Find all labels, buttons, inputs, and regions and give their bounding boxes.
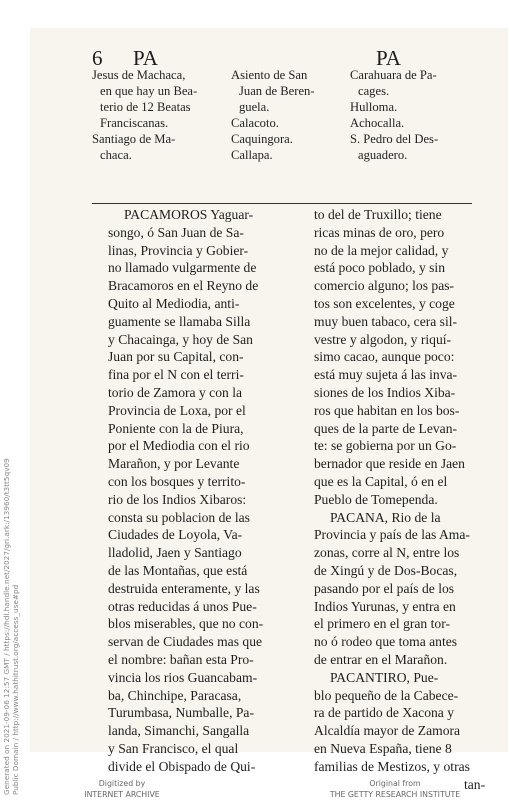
body-column-right [314,206,485,793]
text-line: de Xingú y de Dos-Bocas, [314,562,458,578]
text-line: lladolid, Jaen y Santiago [108,545,242,561]
index-line: S. Pedro del Des- [350,131,439,146]
catchword: tan- [464,776,486,792]
text-line: zonas, corre al N, entre los [314,545,460,561]
footer-value: THE GETTY RESEARCH INSTITUTE [329,790,461,799]
index-line: guela. [239,99,270,114]
index-line: Callapa. [231,147,273,162]
text-line: que es la Capital, ó en el [314,473,448,489]
text-line: muy buen tabaco, cera sil- [314,313,458,329]
footer-label: Original from [369,779,421,788]
text-line: ques de la parte de Levan- [314,420,458,436]
page-number: 6 [92,46,103,70]
index-line: terio de 12 Beatas [100,99,191,114]
text-line: rio de los Indios Xibaros: [108,491,247,507]
text-line: to del de Truxillo; tiene [314,207,442,222]
footer-label: Digitized by [98,779,146,788]
text-line: comercio alguno; los pas- [314,278,455,294]
text-line: bernador que reside en Jaen [314,456,465,472]
index-line: chaca. [100,147,132,162]
text-line: blo pequeño de la Cabece- [314,687,459,703]
text-line: otras reducidas á unos Pue- [108,598,257,614]
footer-original-from [300,778,490,800]
text-line: Bracamoros en el Reyno de [108,278,259,294]
text-line: Quito al Mediodia, anti- [108,295,240,311]
text-line: está poco poblado, y sin [314,260,446,276]
text-line: vincia los rios Guancabam- [108,669,258,685]
section-rule [92,203,472,204]
text-line: está muy sujeta á las inva- [314,367,458,383]
index-line: cages. [358,83,390,98]
text-line: y San Francisco, el qual [108,740,239,756]
text-line: el primero en el gran tor- [314,616,450,632]
text-line: tos son excelentes, y coge [314,295,455,311]
index-column-1 [92,68,197,163]
text-line: Provincia y país de las Ama- [314,527,470,543]
text-line: fina por el N con el terri- [108,367,244,383]
body-column-left [108,206,263,776]
index-column-2 [231,68,315,163]
text-line: linas, Provincia y Gobier- [108,242,249,258]
text-line: y Chacainga, y hoy de San [108,331,253,347]
text-line: servan de Ciudades mas que [108,634,263,650]
text-line: el nombre: bañan esta Pro- [108,651,254,667]
running-head-right: PA [376,46,401,70]
text-line: ros que habitan en los bos- [314,402,460,418]
text-line: Poniente con la de Piura, [108,420,244,436]
index-line: Juan de Beren- [239,83,315,98]
index-line: en que hay un Bea- [100,83,198,98]
text-line: torio de Zamora y con la [108,384,242,400]
text-line: songo, ó San Juan de Sa- [108,224,244,240]
index-column-3 [350,68,438,163]
text-line: Alcaldía mayor de Zamora [314,723,461,739]
text-line: Juan por su Capital, con- [108,349,244,365]
text-line: Marañon, y por Levante [108,456,240,472]
text-line: Indios Yurunas, y entra en [314,598,456,614]
index-line: Santiago de Ma- [92,131,176,146]
index-line: Achocalla. [350,115,405,130]
text-line: con los bosques y territo- [108,473,246,489]
text-line: familias de Mestizos, y otras [314,758,470,774]
footer-value: INTERNET ARCHIVE [84,790,160,799]
text-line: ba, Chinchipe, Paracasa, [108,687,242,703]
index-line: Calacoto. [231,115,279,130]
index-line: aguadero. [358,147,408,162]
text-line: no ó rodeo que toma antes [314,634,458,650]
text-line: guamente se llamaba Silla [108,313,251,329]
text-line: no de la mejor calidad, y [314,242,449,258]
index-line: Hulloma. [350,99,398,114]
text-line: no llamado vulgarmente de [108,260,257,276]
text-line: PACANA, Rio de la [330,509,441,525]
footer-digitized-by [62,778,182,800]
index-line: Caquingora. [231,131,293,146]
text-line: landa, Simanchi, Sangalla [108,723,250,739]
text-line: Ciudades de Loyola, Va- [108,527,243,543]
text-line: te: se gobierna por un Go- [314,438,457,454]
index-line: Asiento de San [231,68,308,82]
running-head-left: PA [133,46,158,70]
text-line: en Nueva España, tiene 8 [314,740,452,756]
text-line: PACANTIRO, Pue- [330,669,439,685]
index-line: Franciscanas. [100,115,169,130]
text-line: por el Mediodia con el rio [108,438,250,454]
text-line: Turumbasa, Numballe, Pa- [108,705,254,721]
text-line: simo cacao, aunque poco: [314,349,455,365]
text-line: Provincia de Loxa, por el [108,402,246,418]
index-line: Carahuara de Pa- [350,68,437,82]
index-line: Jesus de Machaca, [92,68,186,82]
access-watermark [2,458,20,795]
watermark-line: Generated on 2021-09-06 12:57 GMT / https://hdl.handle.net/2027/gri.ark:/13960/t3tt5qv09 [2,458,11,795]
text-line: pasando por el país de los [314,580,455,596]
text-line: Pueblo de Tomependa. [314,491,438,507]
text-line: blos miserables, que no con- [108,616,264,632]
text-line: ricas minas de oro, pero [314,224,445,240]
text-line: de las Montañas, que está [108,562,248,578]
text-line: divide el Obispado de Qui- [108,758,256,774]
text-line: PACAMOROS Yaguar- [124,207,254,222]
watermark-line: Public Domain / http://www.hathitrust.org/access_use#pd [11,584,20,795]
text-line: vestre y algodon, y riquí- [314,331,452,347]
text-line: ra de partido de Xacona y [314,705,455,721]
text-line: consta su poblacion de las [108,509,250,525]
text-line: siones de los Indios Xiba- [314,384,456,400]
text-line: de entrar en el Marañon. [314,651,448,667]
text-line: destruida enteramente, y las [108,580,260,596]
